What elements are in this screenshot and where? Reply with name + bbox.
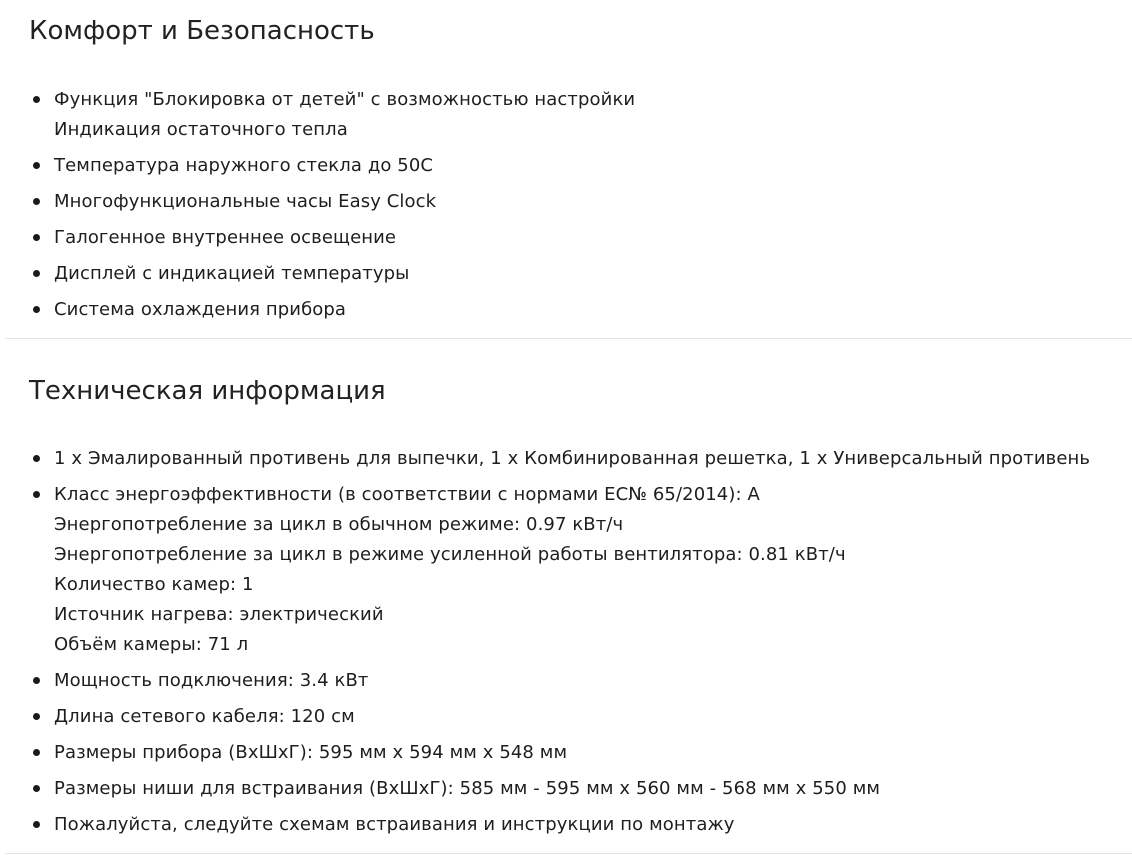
list-item-text: Источник нагрева: электрический bbox=[54, 604, 384, 625]
bullet-icon bbox=[33, 270, 40, 277]
list-item bbox=[0, 151, 1132, 181]
bullet-icon bbox=[33, 821, 40, 828]
list-item-text: Система охлаждения прибора bbox=[54, 299, 347, 320]
list-item-text: Размеры прибора (ВxШxГ): 595 мм x 594 мм x 548 мм bbox=[54, 742, 568, 763]
bullet-icon bbox=[33, 785, 40, 792]
list-item-text: Мощность подключения: 3.4 кВт bbox=[54, 670, 369, 691]
bullet-icon bbox=[33, 96, 40, 103]
list-item-text: Объём камеры: 71 л bbox=[54, 634, 249, 655]
list-item-text: Класс энергоэффективности (в соответствии с нормами EC№ 65/2014): A bbox=[54, 484, 760, 505]
list-item bbox=[0, 738, 1132, 768]
list-item-text: Галогенное внутреннее освещение bbox=[54, 227, 397, 248]
list-item-text: Энергопотребление за цикл в режиме усиленной работы вентилятора: 0.81 кВт/ч bbox=[54, 544, 846, 565]
list-item bbox=[0, 480, 1132, 660]
list-item-text: Функция "Блокировка от детей" с возможностью настройки bbox=[54, 89, 636, 110]
list-item-text: Индикация остаточного тепла bbox=[54, 119, 348, 140]
bullet-icon bbox=[33, 455, 40, 462]
tech-section-title: Техническая информация bbox=[29, 376, 386, 406]
list-item-text: Размеры ниши для встраивания (ВxШxГ): 585 мм - 595 мм x 560 мм - 568 мм x 550 мм bbox=[54, 778, 881, 799]
list-item bbox=[0, 223, 1132, 253]
list-item-text: Дисплей с индикацией температуры bbox=[54, 263, 410, 284]
list-item-text: Температура наружного стекла до 50C bbox=[54, 155, 434, 176]
list-item-text: Многофункциональные часы Easy Clock bbox=[54, 191, 437, 212]
list-item bbox=[0, 85, 1132, 145]
list-item bbox=[0, 666, 1132, 696]
bullet-icon bbox=[33, 749, 40, 756]
list-item bbox=[0, 259, 1132, 289]
list-item bbox=[0, 702, 1132, 732]
list-item bbox=[0, 187, 1132, 217]
bullet-icon bbox=[33, 306, 40, 313]
comfort-section-title: Комфорт и Безопасность bbox=[29, 16, 375, 46]
bullet-icon bbox=[33, 162, 40, 169]
list-item bbox=[0, 774, 1132, 804]
comfort-feature-list bbox=[0, 85, 1132, 331]
tech-feature-list bbox=[0, 444, 1132, 846]
bullet-icon bbox=[33, 491, 40, 498]
bullet-icon bbox=[33, 234, 40, 241]
bullet-icon bbox=[33, 198, 40, 205]
bullet-icon bbox=[33, 677, 40, 684]
list-item-text: Длина сетевого кабеля: 120 см bbox=[54, 706, 355, 727]
list-item-text: Пожалуйста, следуйте схемам встраивания и инструкции по монтажу bbox=[54, 814, 735, 835]
list-item-text: Количество камер: 1 bbox=[54, 574, 254, 595]
comfort-section bbox=[0, 0, 1132, 339]
list-item bbox=[0, 810, 1132, 840]
list-item-text: 1 x Эмалированный противень для выпечки, 1 x Комбинированная решетка, 1 x Универсальный противень bbox=[54, 448, 1091, 469]
list-item bbox=[0, 295, 1132, 325]
section-divider bbox=[5, 853, 1132, 854]
bullet-icon bbox=[33, 713, 40, 720]
tech-section bbox=[0, 339, 1132, 855]
list-item bbox=[0, 444, 1132, 474]
list-item-text: Энергопотребление за цикл в обычном режиме: 0.97 кВт/ч bbox=[54, 514, 624, 535]
